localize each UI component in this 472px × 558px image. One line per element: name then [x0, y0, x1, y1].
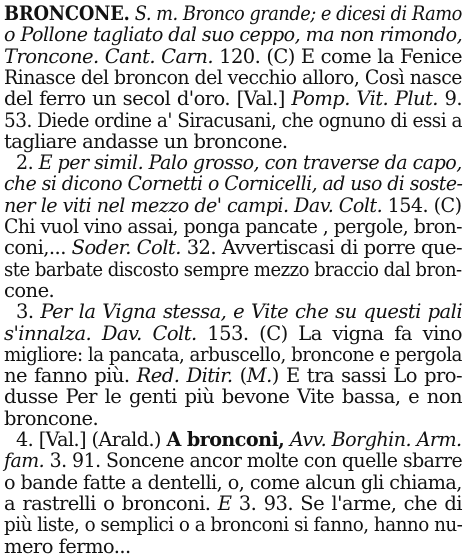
- entry-line: [4, 87, 462, 110]
- italic-text: Pomp. Vit. Plut.: [291, 87, 438, 111]
- entry-line: [4, 449, 463, 473]
- entry-text: Rinasce del broncon del vecchio alloro, Così nasce: [4, 65, 462, 89]
- entry-line: [4, 513, 463, 537]
- entry-text: ste barbate discosto sempre mezzo braccio dal bron-: [4, 257, 462, 281]
- entry-text: tagliare andasse un broncone.: [4, 129, 288, 153]
- entry-text: 3. 93. Se l'arme, che di: [231, 491, 462, 515]
- entry-line: [4, 342, 462, 366]
- entry-text: Chi vuol vino assai, ponga pancate , pergole, bron-: [4, 215, 462, 238]
- entry-line: [4, 2, 462, 25]
- entry-line: [4, 236, 462, 259]
- entry-text: mero fermo...: [4, 534, 131, 558]
- entry-text: o bande fatte a dentelli, o, come alcun gli chiama,: [4, 470, 462, 494]
- entry-text: 120. (C) E come la Fenice: [213, 44, 462, 68]
- entry-text: 2.: [16, 151, 39, 175]
- entry-line: [4, 364, 462, 387]
- entry-line: [4, 322, 462, 345]
- entry-line: [4, 130, 462, 153]
- entry-line: [16, 151, 462, 175]
- entry-line: [4, 108, 462, 132]
- italic-text: S. m. Bronco grande; e dicesi di Ramo: [134, 2, 462, 25]
- italic-text: o Pollone tagliato dal suo ceppo, ma non rimondo,: [4, 23, 463, 47]
- italic-text: Red. Ditir.: [136, 364, 233, 388]
- entry-text: dusse Per le genti più bevone Vite bassa, e non: [4, 385, 462, 409]
- entry-line: [4, 279, 462, 302]
- entry-text: 154. (C): [382, 193, 462, 217]
- entry-line: [4, 193, 462, 217]
- entry-text: ne fanno più.: [4, 364, 137, 388]
- italic-text: s'innalza. Dav. Colt.: [4, 321, 197, 345]
- entry-line: [4, 23, 463, 47]
- entry-headword: BRONCONE.: [4, 2, 130, 25]
- entry-text: 9.: [437, 87, 462, 111]
- entry-text: 53. Diede ordine a' Siracusani, che ognuno di essi a: [4, 108, 462, 132]
- italic-text: M.: [246, 364, 272, 388]
- italic-text: Avv. Borghin. Arm.: [289, 428, 462, 451]
- entry-text: 153. (C) La vigna fa vino: [196, 321, 462, 345]
- entry-line: [4, 172, 463, 196]
- italic-text: Troncone. Cant. Carn.: [4, 44, 214, 68]
- entry-text: ) E tra sassi Lo pro-: [271, 364, 463, 388]
- entry-text: 3. 91. Soncene ancor molte con quelle sbarre: [44, 449, 463, 473]
- entry-line: [16, 428, 462, 451]
- entry-line: [4, 385, 462, 408]
- entry-line: [4, 65, 462, 89]
- bold-text: A bronconi,: [166, 428, 285, 451]
- entry-line: [4, 535, 462, 558]
- italic-text: fam.: [4, 449, 45, 473]
- italic-text: ner le viti nel mezzo de' campi. Dav. Colt.: [4, 193, 383, 217]
- entry-text: migliore: la pancata, arbuscello, broncone e pergola: [4, 342, 462, 366]
- entry-text: 32. Avvertiscasi di porre que-: [180, 236, 463, 260]
- entry-line: [4, 470, 462, 494]
- entry-text: 3.: [16, 300, 41, 324]
- entry-text: coni,...: [4, 236, 72, 260]
- italic-text: che si dicono Cornetti o Cornicelli, ad uso di soste-: [4, 172, 463, 196]
- entry-line: [16, 300, 462, 323]
- entry-text: broncone.: [4, 406, 99, 430]
- entry-line: [4, 492, 462, 515]
- entry-line: [4, 407, 462, 430]
- italic-text: E per simil. Palo grosso, con traverse da capo,: [38, 151, 462, 175]
- italic-text: Soder. Colt.: [71, 236, 181, 260]
- entry-text: 4. [Val.] (Arald.): [16, 428, 167, 451]
- italic-text: E: [217, 491, 232, 515]
- entry-text: più liste, o semplici o a bronconi si fanno, hanno nu-: [4, 513, 463, 537]
- entry-text: cone.: [4, 278, 55, 302]
- italic-text: Per la Vigna stessa, e Vite che su questi pali: [40, 300, 463, 324]
- entry-text: del ferro un secol d'oro. [Val.]: [4, 87, 292, 111]
- entry-line: [4, 45, 462, 68]
- entry-text: (: [232, 364, 247, 388]
- entry-text: a rastrelli o bronconi.: [4, 491, 218, 515]
- entry-line: [4, 257, 462, 281]
- entry-line: [4, 215, 462, 238]
